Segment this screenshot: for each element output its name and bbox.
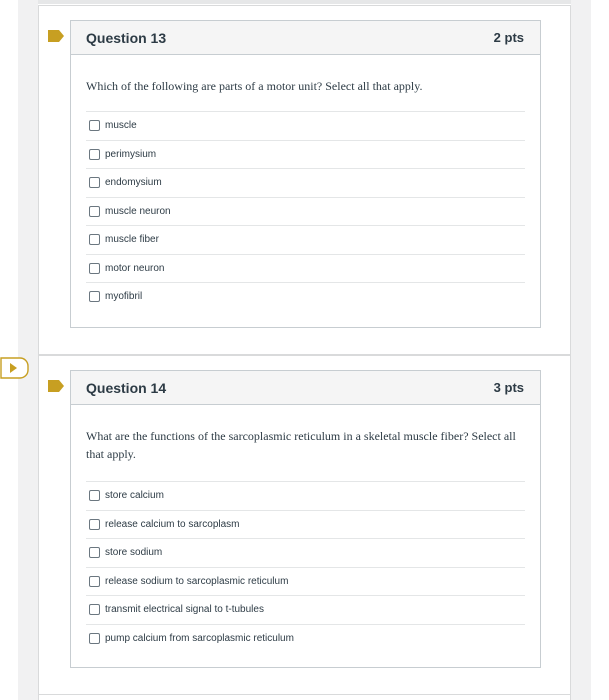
right-scroll-gutter <box>571 0 591 700</box>
checkbox[interactable] <box>89 120 100 131</box>
left-gutter <box>18 0 38 700</box>
checkbox[interactable] <box>89 291 100 302</box>
question-14-card <box>70 370 541 668</box>
previous-question-edge <box>38 0 571 4</box>
answer-option[interactable] <box>86 255 525 284</box>
answer-label: motor neuron <box>105 262 165 274</box>
question-13-card <box>70 20 541 328</box>
answer-option[interactable] <box>86 198 525 227</box>
flag-question-14-icon[interactable] <box>48 380 64 392</box>
answer-label: transmit electrical signal to t-tubules <box>105 604 264 616</box>
question-14-answers <box>86 481 525 652</box>
answer-option[interactable] <box>86 596 525 625</box>
answer-option[interactable] <box>86 568 525 597</box>
checkbox[interactable] <box>89 177 100 188</box>
question-13-section <box>38 5 571 355</box>
answer-label: muscle <box>105 120 137 132</box>
question-14-title: Question 14 <box>86 379 167 396</box>
checkbox[interactable] <box>89 547 100 558</box>
answer-option[interactable] <box>86 283 525 311</box>
checkbox[interactable] <box>89 519 100 530</box>
answer-option[interactable] <box>86 539 525 568</box>
question-14-points: 3 pts <box>493 380 524 395</box>
answer-option[interactable] <box>86 482 525 511</box>
checkbox[interactable] <box>89 206 100 217</box>
answer-label: pump calcium from sarcoplasmic reticulum <box>105 632 294 644</box>
question-13-points: 2 pts <box>493 30 524 45</box>
checkbox[interactable] <box>89 490 100 501</box>
answer-option[interactable] <box>86 169 525 198</box>
checkbox[interactable] <box>89 234 100 245</box>
next-question-edge <box>38 694 571 700</box>
question-13-title: Question 13 <box>86 29 167 46</box>
checkbox[interactable] <box>89 149 100 160</box>
answer-label: release sodium to sarcoplasmic reticulum <box>105 575 289 587</box>
answer-option[interactable] <box>86 511 525 540</box>
question-14-text: What are the functions of the sarcoplasmic reticulum in a skeletal muscle fiber? Select all that apply. <box>86 429 516 461</box>
question-14-section <box>38 355 571 695</box>
play-icon[interactable] <box>0 357 29 379</box>
checkbox[interactable] <box>89 604 100 615</box>
flag-question-13-icon[interactable] <box>48 30 64 42</box>
checkbox[interactable] <box>89 263 100 274</box>
answer-label: release calcium to sarcoplasm <box>105 518 240 530</box>
answer-option[interactable] <box>86 625 525 653</box>
answer-label: endomysium <box>105 177 162 189</box>
answer-option[interactable] <box>86 141 525 170</box>
answer-label: myofibril <box>105 291 143 303</box>
answer-label: store sodium <box>105 547 163 559</box>
question-13-answers <box>86 111 525 311</box>
answer-label: perimysium <box>105 148 157 160</box>
question-13-text: Which of the following are parts of a motor unit? Select all that apply. <box>86 79 423 93</box>
checkbox[interactable] <box>89 576 100 587</box>
answer-label: muscle fiber <box>105 234 159 246</box>
answer-option[interactable] <box>86 112 525 141</box>
checkbox[interactable] <box>89 633 100 644</box>
question-14-header <box>71 371 540 405</box>
answer-option[interactable] <box>86 226 525 255</box>
answer-label: store calcium <box>105 490 164 502</box>
question-13-header <box>71 21 540 55</box>
answer-label: muscle neuron <box>105 205 171 217</box>
